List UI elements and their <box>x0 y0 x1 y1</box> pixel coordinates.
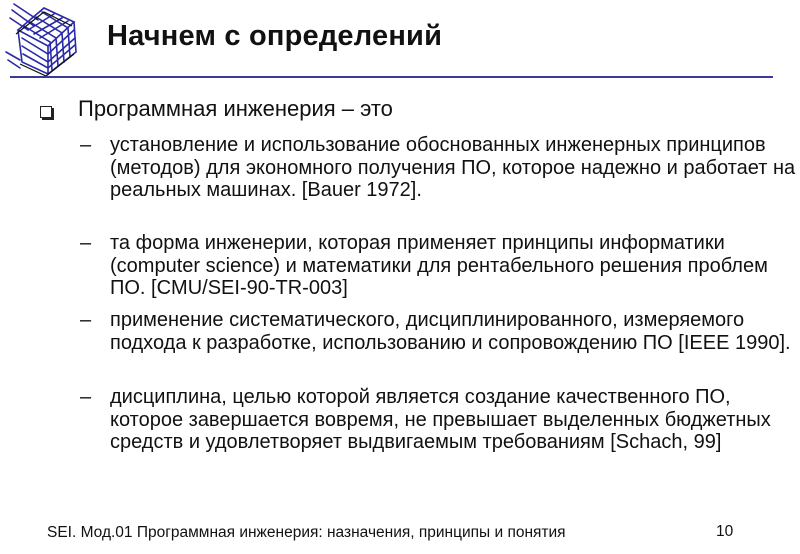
main-bullet <box>40 96 760 126</box>
square-bullet-icon <box>40 106 52 118</box>
main-bullet-text: Программная инженерия – это <box>78 96 393 121</box>
footer-course-title: SEI. Мод.01 Программная инженерия: назначения, принципы и понятия <box>47 524 566 541</box>
slide-title: Начнем с определений <box>107 20 443 52</box>
definition-text: применение систематического, дисциплинированного, измеряемого подхода к разработке, использованию и сопровождению ПО [IEEE 1990]. <box>110 309 791 354</box>
dash-bullet: – <box>80 232 92 254</box>
definition-text: та форма инженерии, которая применяет принципы информатики (computer science) и математики для рентабельного решения проблем ПО. [CMU/SEI-90-TR-003] <box>110 232 768 299</box>
dash-bullet: – <box>80 134 92 156</box>
dash-bullet: – <box>80 309 92 331</box>
definition-text: установление и использование обоснованных инженерных принципов (методов) для экономного получения ПО, которое надежно и работает на реальных машинах. [Bauer 1972]. <box>110 134 796 201</box>
definition-text: дисциплина, целью которой является создание качественного ПО, которое завершается вовремя, не превышает выделенных бюджетных средств и удовлетворяет выдвигаемым требованиям [Schach, 99] <box>110 386 771 453</box>
dash-bullet: – <box>80 386 92 408</box>
page-number: 10 <box>716 523 734 540</box>
title-underline <box>10 76 773 78</box>
sei-logo-icon <box>4 0 88 78</box>
